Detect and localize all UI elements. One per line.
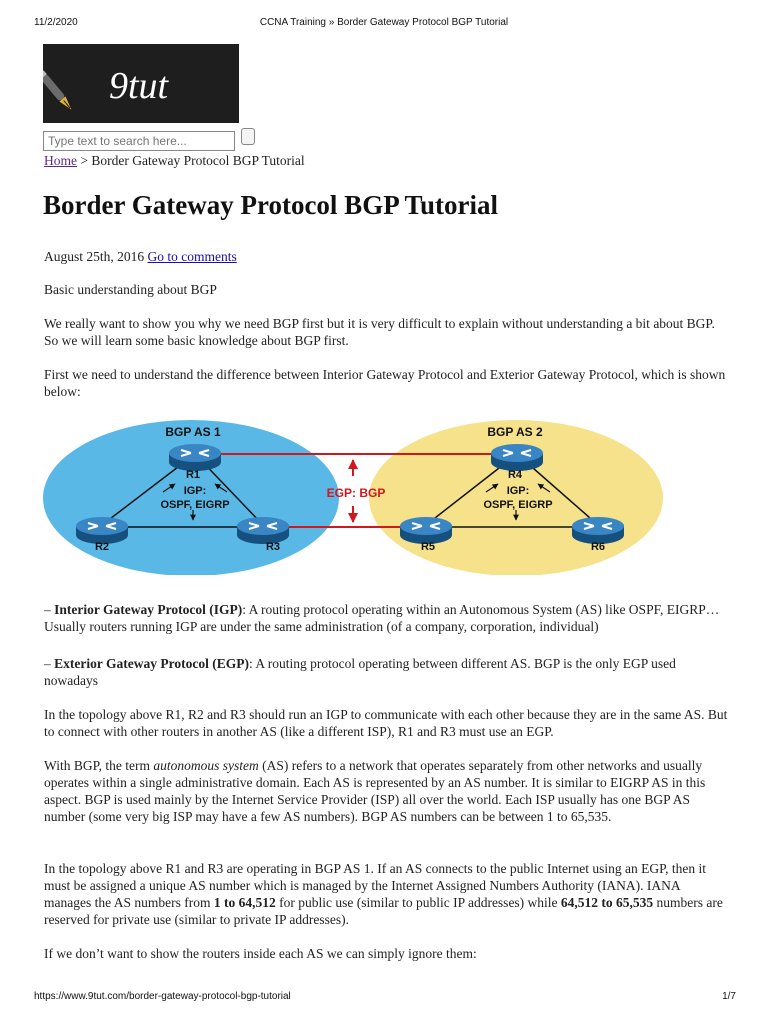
print-page-number: 1/7 xyxy=(722,991,736,1002)
post-meta xyxy=(44,248,728,265)
site-logo[interactable] xyxy=(43,44,239,123)
egp-term: Exterior Gateway Protocol (EGP) xyxy=(54,656,249,671)
paragraph-igp-definition xyxy=(44,601,728,635)
router-label-r2: R2 xyxy=(94,541,110,553)
p6-middle: for public use (similar to public IP addresses) while xyxy=(275,895,561,910)
router-label-r4: R4 xyxy=(507,469,523,481)
p5-start: With BGP, the term xyxy=(44,758,154,773)
as2-cloud xyxy=(369,420,663,575)
router-r5 xyxy=(400,517,452,544)
p5-rest: (AS) refers to a network that operates separately from other networks and usually operates within a single administrative domain. Each AS is represented by an AS number. It is similar to EIGRP AS in this aspect. BGP is used mainly by the Internet Service Provider (ISP) all over the world. Each ISP usually has one BGP AS number (some very big ISP may have a few AS numbers). BGP AS numbers can be between 1 to 65,535. xyxy=(44,758,706,824)
router-label-r3: R3 xyxy=(265,541,281,553)
search-input[interactable] xyxy=(43,131,235,151)
router-r2 xyxy=(76,517,128,544)
comments-link[interactable]: Go to comments xyxy=(147,249,237,264)
paragraph-intro: Basic understanding about BGP xyxy=(44,282,217,297)
egp-label: EGP: BGP xyxy=(326,486,386,500)
p6-start: In the topology above R1 and R3 are operating in BGP AS 1. If an AS connects to the public Internet using an EGP, then it must be assigned a unique AS number which is managed by the Internet Assigned Numbers Authority (IANA). IANA manages the AS numbers from xyxy=(44,861,707,910)
igp-definition: : A routing protocol operating within an Autonomous System (AS) like OSPF, EIGRP… Usually routers running IGP are under the same administration (of a company, corporation, individual) xyxy=(44,602,720,634)
as2-label: BGP AS 2 xyxy=(487,425,543,439)
paragraph-autonomous-system xyxy=(44,757,728,825)
igp1-line1: IGP: xyxy=(183,485,207,497)
breadcrumb-separator: > xyxy=(77,153,92,168)
search-button[interactable] xyxy=(241,128,255,145)
paragraph-why-bgp: We really want to show you why we need BGP first but it is very difficult to explain without understanding a bit about BGP. So we will learn some basic knowledge about BGP first. xyxy=(44,316,715,348)
p6-private-range: 64,512 to 65,535 xyxy=(560,895,654,910)
router-r6 xyxy=(572,517,624,544)
paragraph-as-numbers xyxy=(44,860,728,928)
breadcrumb xyxy=(44,153,305,169)
print-date: 11/2/2020 xyxy=(34,17,78,28)
paragraph-difference: First we need to understand the difference between Interior Gateway Protocol and Exterior Gateway Protocol, which is shown below: xyxy=(44,367,726,399)
page-title: Border Gateway Protocol BGP Tutorial xyxy=(43,190,498,220)
egp-definition: : A routing protocol operating between different AS. BGP is the only EGP used nowadays xyxy=(44,656,676,688)
paragraph-ignore-routers: If we don’t want to show the routers inside each AS we can simply ignore them: xyxy=(44,946,477,961)
logo-text: 9tut xyxy=(109,65,169,107)
router-label-r5: R5 xyxy=(420,541,436,553)
p6-public-range: 1 to 64,512 xyxy=(213,895,276,910)
p5-emphasis: autonomous system xyxy=(153,758,259,773)
router-r4 xyxy=(491,444,543,471)
router-label-r6: R6 xyxy=(590,541,606,553)
as1-cloud xyxy=(43,420,339,575)
igp-dash: – xyxy=(44,602,55,617)
router-label-r1: R1 xyxy=(185,469,201,481)
igp2-line2: OSPF, EIGRP xyxy=(483,499,553,511)
igp-egp-diagram xyxy=(43,410,663,575)
post-date: August 25th, 2016 xyxy=(44,249,145,264)
paragraph-egp-definition xyxy=(44,655,728,689)
p6-end: numbers are reserved for private use (similar to private IP addresses). xyxy=(44,895,723,927)
print-url: https://www.9tut.com/border-gateway-protocol-bgp-tutorial xyxy=(34,991,291,1002)
igp-term: Interior Gateway Protocol (IGP) xyxy=(54,602,243,617)
igp2-line1: IGP: xyxy=(506,485,530,497)
paragraph-topology: In the topology above R1, R2 and R3 should run an IGP to communicate with each other because they are in the same AS. But to connect with other routers in another AS (like a different ISP), R1 and R3 must use an EGP. xyxy=(44,707,728,739)
router-r3 xyxy=(237,517,289,544)
egp-dash: – xyxy=(44,656,55,671)
router-r1 xyxy=(169,444,221,471)
igp1-line2: OSPF, EIGRP xyxy=(160,499,230,511)
breadcrumb-current: Border Gateway Protocol BGP Tutorial xyxy=(91,153,305,168)
breadcrumb-home-link[interactable]: Home xyxy=(44,153,77,168)
print-title: CCNA Training » Border Gateway Protocol BGP Tutorial xyxy=(259,17,509,28)
as1-label: BGP AS 1 xyxy=(165,425,221,439)
